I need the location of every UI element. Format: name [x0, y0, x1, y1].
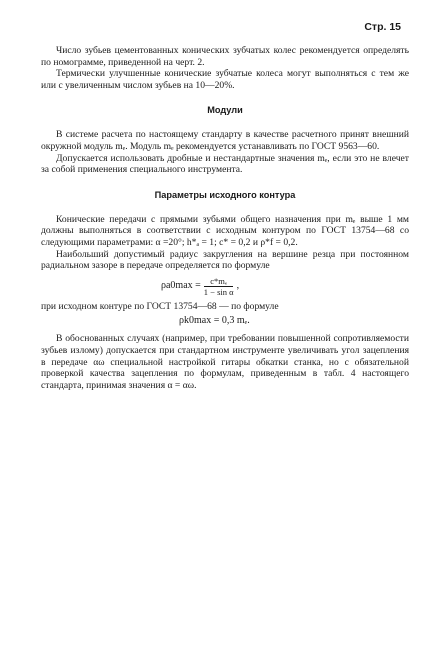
- formula-radius-max: [161, 276, 409, 297]
- formula-fraction: [204, 276, 234, 297]
- page-number: Стр. 15: [364, 21, 401, 33]
- formula-lhs: ρa0max =: [161, 280, 201, 292]
- paragraph: Конические передачи с прямыми зубьями общего назначения при mₑ выше 1 мм должны выполняться в соответствии с исходным контуром по ГОСТ 13754—68 со следующими параметрами: α =20°; h*ₐ = 1; c* = 0,2 и ρ*f = 0,2.: [41, 213, 409, 248]
- paragraph: Допускается использовать дробные и нестандартные значения mₑ, если это не влечет за собой применения специального инструмента.: [41, 152, 409, 176]
- paragraph: В системе расчета по настоящему стандарту в качестве расчетного принят внешний окружной модуль mₑ. Модуль mₑ рекомендуется устанавливать по ГОСТ 9563—60.: [41, 129, 409, 152]
- formula-radius-gost: ρk0max = 0,3 mₑ.: [179, 315, 250, 327]
- section-heading-modules: Модули: [207, 105, 243, 116]
- paragraph: Наибольший допустимый радиус закругления на вершине резца при постоянном радиальном зазоре в передаче определяется по формуле: [41, 248, 409, 272]
- formula-numerator: c*mₑ: [204, 276, 233, 287]
- paragraph: В обоснованных случаях (например, при требовании повышенной сопротивляемости зубьев излому) допускается при стандартном инструменте увеличивать угол зацепления в передаче αω специальной настройкой гитары обкатки станка, но с обязательной проверкой качества зацепления по формулам, приведенным в табл. 4 настоящего стандарта, принимая значения α = αω.: [41, 333, 409, 391]
- section-heading-contour: Параметры исходного контура: [154, 189, 296, 200]
- paragraph: Термически улучшенные конические зубчатые колеса могут выполняться с тем же или с увеличенным числом зубьев на 10—20%.: [41, 68, 409, 91]
- formula-tail: ,: [236, 280, 240, 292]
- formula-denominator: 1 − sin α: [203, 286, 234, 297]
- document-body: [41, 45, 409, 391]
- paragraph: Число зубьев цементованных конических зубчатых колес рекомендуется определять по номограмме, приведенной на черт. 2.: [41, 45, 409, 68]
- paragraph: при исходном контуре по ГОСТ 13754—68 — по формуле: [41, 300, 279, 312]
